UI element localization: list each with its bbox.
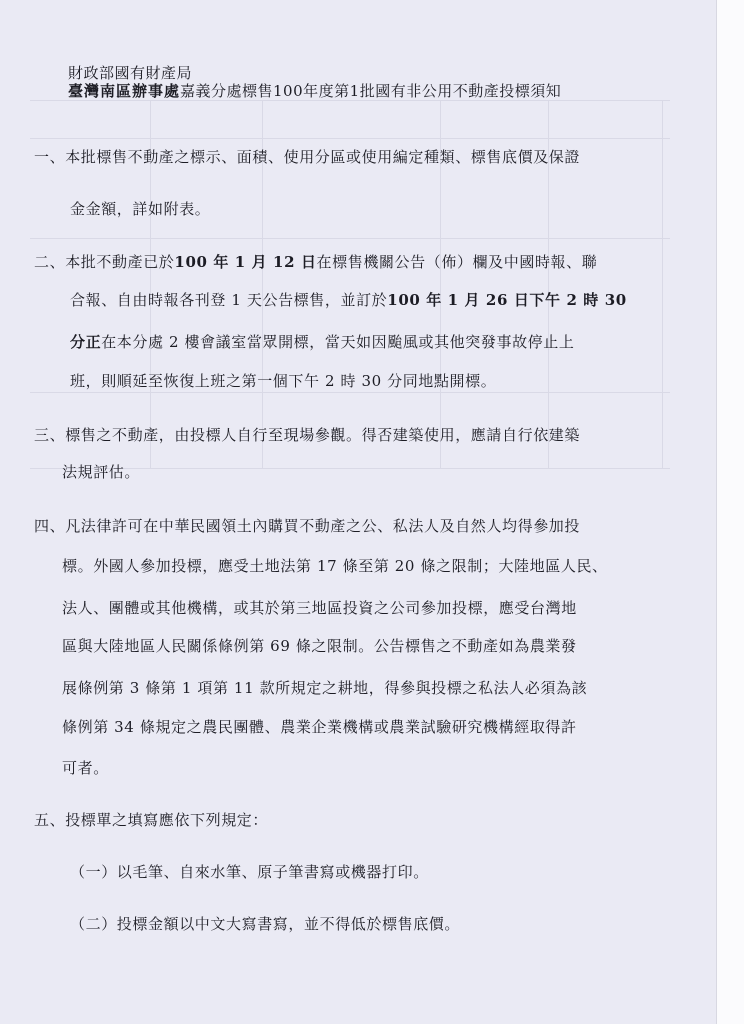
- bleed-line: [662, 100, 663, 468]
- section-5-item-2: （二）投標金額以中文大寫書寫，並不得低於標售底價。: [70, 915, 461, 933]
- title-text: 嘉義分處標售100年度第1批國有非公用不動產投標須知: [180, 82, 562, 100]
- section-4-line-2: 標。外國人參加投標，應受土地法第 17 條至第 20 條之限制；大陸地區人民、: [62, 557, 608, 575]
- section-3-line-1: 三、標售之不動產，由投標人自行至現場參觀。得否建築使用，應請自行依建築: [34, 426, 581, 444]
- s2-text: 在本分處 2 樓會議室當眾開標，當天如因颱風或其他突發事故停止上: [101, 333, 575, 351]
- document-title: [68, 80, 561, 101]
- bleed-line: [30, 238, 670, 239]
- opening-date: 100 年 1 月 26 日下午 2 時 30: [387, 291, 627, 309]
- section-2-line-1: [34, 252, 597, 272]
- s2-text: 合報、自由時報各刊登 1 天公告標售，並訂於: [70, 291, 388, 309]
- section-5-item-1: （一）以毛筆、自來水筆、原子筆書寫或機器打印。: [70, 863, 429, 881]
- s2-text: 在標售機關公告（佈）欄及中國時報、聯: [316, 253, 598, 271]
- section-4-line-3: 法人、團體或其他機構，或其於第三地區投資之公司參加投標，應受台灣地: [62, 599, 577, 617]
- section-4-line-1: 四、凡法律許可在中華民國領土內購買不動產之公、私法人及自然人均得參加投: [34, 517, 581, 535]
- section-5-line-1: 五、投標單之填寫應依下列規定：: [34, 811, 269, 829]
- section-2-line-2: [70, 290, 627, 310]
- office-name: 臺灣南區辦事處: [68, 82, 181, 100]
- announce-date: 100 年 1 月 12 日: [174, 253, 317, 271]
- opening-time-suffix: 分正: [70, 333, 102, 351]
- section-2-line-3: [70, 332, 575, 352]
- section-1-line-2: 金金額，詳如附表。: [70, 200, 211, 218]
- section-4-line-5: 展條例第 3 條第 1 項第 11 款所規定之耕地，得參與投標之私法人必須為該: [62, 679, 588, 697]
- bleed-line: [30, 138, 670, 139]
- section-1-line-1: 一、本批標售不動產之標示、面積、使用分區或使用編定種類、標售底價及保證: [34, 148, 581, 166]
- s2-text: 二、本批不動產已於: [34, 253, 175, 271]
- scan-margin: [716, 0, 744, 1024]
- agency-name: 財政部國有財產局: [68, 64, 193, 82]
- bleed-line: [30, 392, 670, 393]
- section-2-line-4: 班，則順延至恢復上班之第一個下午 2 時 30 分同地點開標。: [70, 372, 497, 390]
- section-3-line-2: 法規評估。: [62, 463, 141, 481]
- section-4-line-6: 條例第 34 條規定之農民團體、農業企業機構或農業試驗研究機構經取得許: [62, 718, 577, 736]
- section-4-line-4: 區與大陸地區人民關係條例第 69 條之限制。公告標售之不動產如為農業發: [62, 637, 577, 655]
- section-4-line-7: 可者。: [62, 759, 109, 777]
